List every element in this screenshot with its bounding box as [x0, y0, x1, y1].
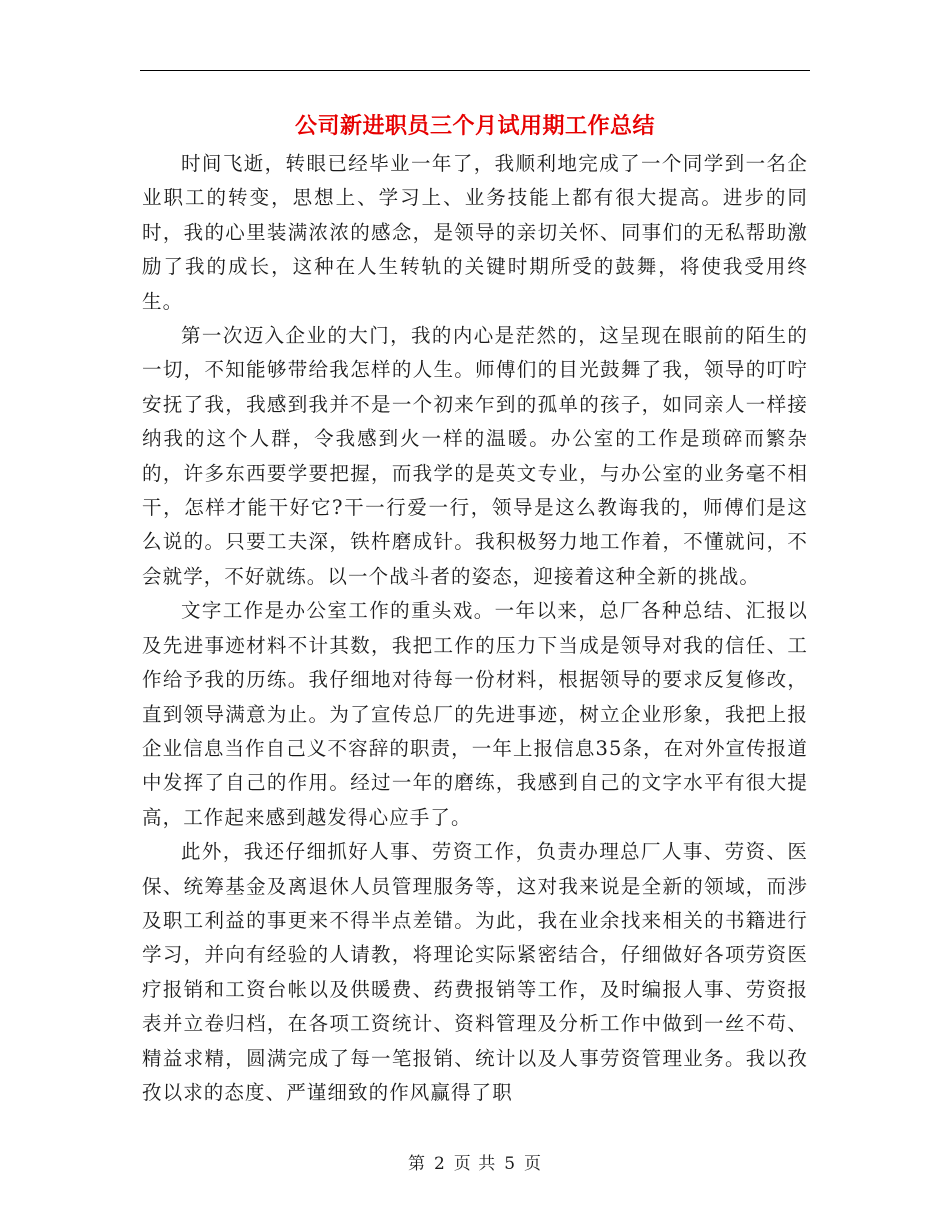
paragraph: 此外，我还仔细抓好人事、劳资工作，负责办理总厂人事、劳资、医保、统筹基金及离退休人员管理服务等，这对我来说是全新的领域，而涉及职工利益的事更来不得半点差错。为此，我在业余找来相关的书籍进行学习，并向有经验的人请教，将理论实际紧密结合，仔细做好各项劳资医疗报销和工资台帐以及供暖费、药费报销等工作，及时编报人事、劳资报表并立卷归档，在各项工资统计、资料管理及分析工作中做到一丝不苟、精益求精，圆满完成了每一笔报销、统计以及人事劳资管理业务。我以孜孜以求的态度、严谨细致的作风赢得了职	[142, 840, 808, 1104]
current-page-number: 2	[433, 1154, 446, 1174]
page-footer	[0, 1152, 950, 1176]
total-pages-number: 5	[504, 1154, 517, 1174]
header-rule	[140, 70, 810, 71]
document-body	[142, 147, 808, 1110]
footer-suffix: 页	[524, 1154, 543, 1174]
paragraph: 时间飞逝，转眼已经毕业一年了，我顺利地完成了一个同学到一名企业职工的转变，思想上、学习上、业务技能上都有很大提高。进步的同时，我的心里装满浓浓的感念，是领导的亲切关怀、同事们的无私帮助激励了我的成长，这种在人生转轨的关键时期所受的鼓舞，将使我受用终生。	[142, 152, 808, 313]
paragraph: 文字工作是办公室工作的重头戏。一年以来，总厂各种总结、汇报以及先进事迹材料不计其数，我把工作的压力下当成是领导对我的信任、工作给予我的历练。我仔细地对待每一份材料，根据领导的要求反复修改，直到领导满意为止。为了宣传总厂的先进事迹，树立企业形象，我把上报企业信息当作自己义不容辞的职责，一年上报信息35条，在对外宣传报道中发挥了自己的作用。经过一年的磨练，我感到自己的文字水平有很大提高，工作起来感到越发得心应手了。	[142, 599, 808, 829]
paragraph: 第一次迈入企业的大门，我的内心是茫然的，这呈现在眼前的陌生的一切，不知能够带给我怎样的人生。师傅们的目光鼓舞了我，领导的叮咛安抚了我，我感到我并不是一个初来乍到的孤单的孩子，如同亲人一样接纳我的这个人群，令我感到火一样的温暖。办公室的工作是琐碎而繁杂的，许多东西要学要把握，而我学的是英文专业，与办公室的业务毫不相干，怎样才能干好它?干一行爱一行，领导是这么教诲我的，师傅们是这么说的。只要工夫深，铁杵磨成针。我积极努力地工作着，不懂就问，不会就学，不好就练。以一个战斗者的姿态，迎接着这种全新的挑战。	[142, 324, 808, 588]
footer-prefix: 第	[407, 1154, 426, 1174]
document-title: 公司新进职员三个月试用期工作总结	[294, 113, 655, 139]
footer-mid: 页 共	[453, 1154, 497, 1174]
